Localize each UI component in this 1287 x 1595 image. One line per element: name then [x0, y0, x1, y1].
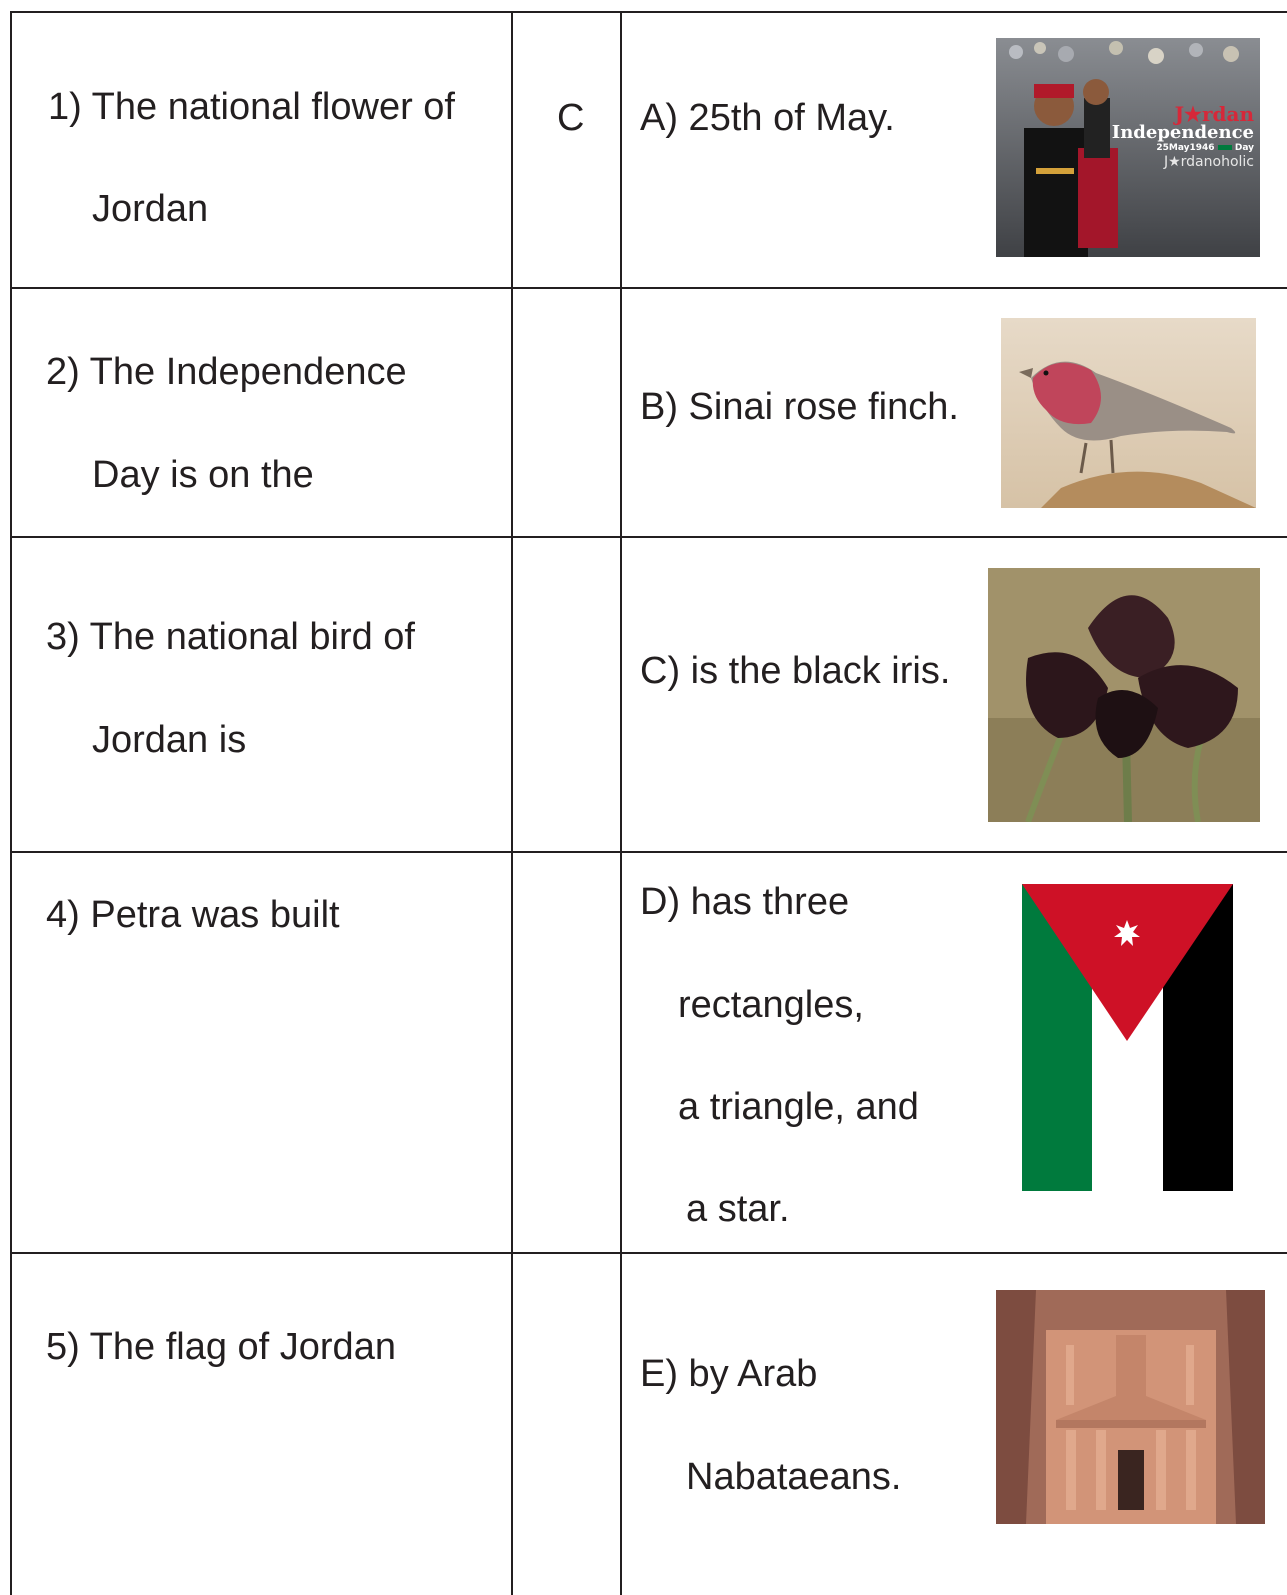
option-a-label: A) 25th of May. — [640, 97, 895, 139]
badge-date: 25May1946 — [1156, 143, 1215, 153]
row-divider — [10, 287, 1287, 289]
badge-title: J★rdan — [1174, 102, 1254, 126]
table-border-top — [10, 11, 1287, 13]
jordan-flag — [1022, 884, 1233, 1191]
row-divider — [10, 1252, 1287, 1254]
option-d-line2: rectangles, — [678, 984, 864, 1026]
question-1-line2: Jordan — [92, 188, 209, 230]
black-iris-photo — [988, 568, 1260, 822]
question-4-line1: 4) Petra was built — [46, 894, 340, 936]
option-e-line2: Nabataeans. — [686, 1456, 902, 1498]
row-divider — [10, 851, 1287, 853]
question-1-line1: 1) The national flower of — [48, 86, 455, 128]
option-d-line4: a star. — [686, 1188, 790, 1230]
question-2-line1: 2) The Independence — [46, 351, 407, 393]
question-3-line1: 3) The national bird of — [46, 616, 415, 658]
question-3-line2: Jordan is — [92, 719, 247, 761]
table-border-left — [10, 11, 12, 1595]
column-divider — [620, 11, 622, 1595]
question-2-line2: Day is on the — [92, 454, 314, 496]
row-divider — [10, 536, 1287, 538]
badge-brand: J★rdanoholic — [1163, 154, 1254, 170]
option-d-line3: a triangle, and — [678, 1086, 919, 1128]
option-e-line1: E) by Arab — [640, 1353, 818, 1395]
badge-subtitle: Independence — [1111, 122, 1254, 143]
option-d-line1: D) has three — [640, 881, 850, 923]
jordan-independence-day-photo — [996, 38, 1260, 257]
petra-treasury-photo — [996, 1290, 1265, 1524]
answer-1[interactable]: C — [557, 97, 585, 139]
sinai-rose-finch-photo — [1001, 318, 1256, 508]
question-5-line1: 5) The flag of Jordan — [46, 1326, 396, 1368]
option-c-label: C) is the black iris. — [640, 650, 951, 692]
option-b-label: B) Sinai rose finch. — [640, 386, 959, 428]
column-divider — [511, 11, 513, 1595]
badge-day: Day — [1234, 143, 1254, 153]
